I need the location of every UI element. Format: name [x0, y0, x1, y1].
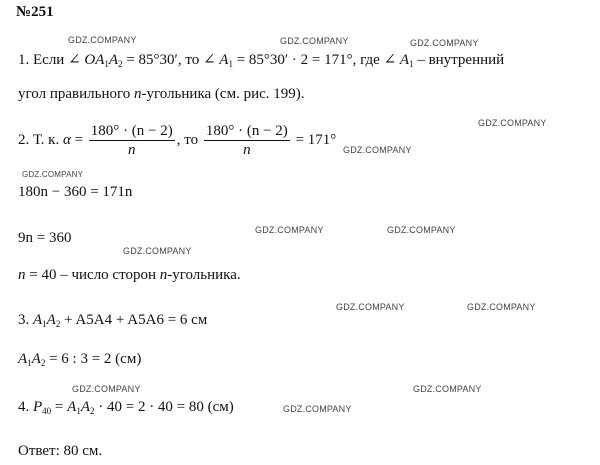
solution-line-4: 9n = 360: [18, 230, 72, 246]
solution-line-1: 1. Если ∠ $OA_1A_2 = 85^\circ 30'$, то ∠ $A_1 = 85^\circ 30' \cdot 2 = 171^\circ$, где ∠ $A_1$ – внутренний: [18, 52, 505, 69]
solution-line-5: n = 40 – число сторон n-угольника.: [18, 267, 241, 283]
watermark: GDZ.COMPANY: [72, 384, 141, 394]
watermark: GDZ.COMPANY: [413, 384, 482, 394]
watermark: GDZ.COMPANY: [22, 170, 84, 179]
solution-line-3: 180n − 360 = 171n: [18, 184, 133, 200]
fraction-1: $\frac{180^\circ \cdot (n - 2)}{n}$: [90, 123, 173, 158]
solution-line-1b: угол правильного n-угольника (см. рис. 199).: [18, 86, 305, 102]
watermark: GDZ.COMPANY: [467, 302, 536, 312]
watermark: GDZ.COMPANY: [123, 246, 192, 256]
watermark: GDZ.COMPANY: [410, 38, 479, 48]
answer-line: Ответ: 80 см.: [18, 443, 103, 459]
solution-line-6: 3. $A_1A_2 + A5A4 + A5A6 = 6$ см: [18, 312, 208, 329]
watermark: GDZ.COMPANY: [343, 145, 412, 155]
watermark: GDZ.COMPANY: [255, 225, 324, 235]
solution-line-2: 2. Т. к. α = $\frac{180^\circ \cdot (n - 2)}{n}$ , то $\frac{180^\circ \cdot (n - 2)}{n}$ = 171°: [18, 123, 337, 158]
watermark: GDZ.COMPANY: [283, 404, 352, 414]
watermark: GDZ.COMPANY: [280, 36, 349, 46]
watermark: GDZ.COMPANY: [478, 118, 547, 128]
watermark: GDZ.COMPANY: [336, 302, 405, 312]
fraction-2: $\frac{180^\circ \cdot (n - 2)}{n}$: [205, 123, 288, 158]
watermark: GDZ.COMPANY: [387, 225, 456, 235]
watermark: GDZ.COMPANY: [68, 35, 137, 45]
problem-number: №251: [16, 4, 54, 20]
solution-line-7: $A_1A_2 = 6$ : 3 = 2 (см): [18, 351, 142, 368]
solution-line-8: 4. $P_{40} = A_1A_2 \cdot 40 = 2 \cdot 40 = 80$ (см): [18, 399, 234, 416]
